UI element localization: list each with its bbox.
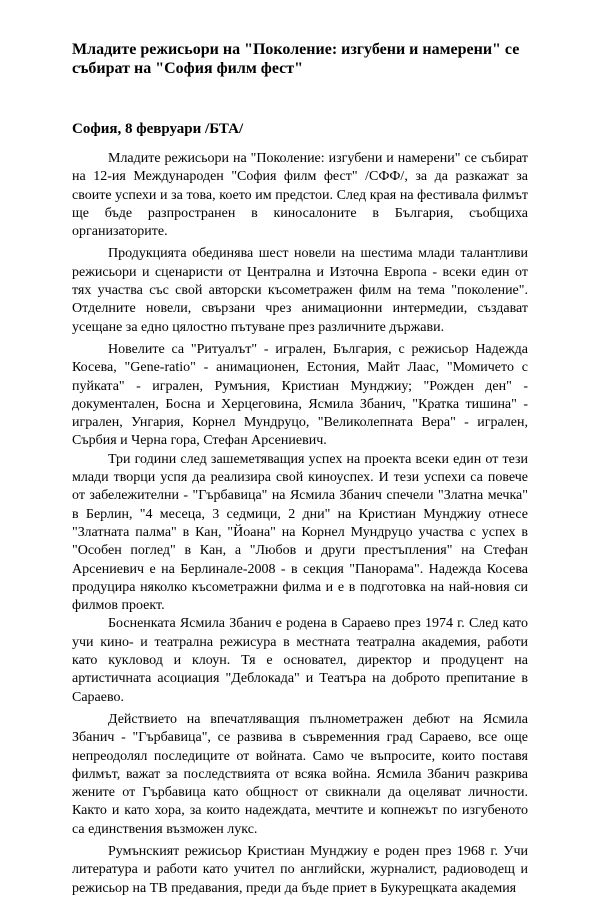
- article: [72, 40, 528, 902]
- paragraph-successes: Три години след зашеметяващия успех на проекта всеки един от тези млади творци успя да реализира свой киноуспех. И тези успехи са повече от забележителни - "Гърбавица" на Ясмила Збанич спечели "Златна мечка" в Берлин, "4 месеца, 3 седмици, 2 дни" на Кристиан Мунджиу отнесе "Златната палма" в Кан, "Йоана" на Корнел Мундруцо участва с успех в "Особен поглед" в Кан, а "Любов и други престъпления" на Стефан Арсениевич е на Берлинале-2008 - в секция "Панорама". Надежда Косева продуцира няколко късометражни филма и е в подготовка на най-новия си филмов проект.: [72, 451, 528, 614]
- article-title: Младите режисьори на "Поколение: изгубени и намерени" се събират на "София филм фест": [72, 41, 520, 77]
- paragraph-grbavica: Действието на впечатляващия пълнометражен дебют на Ясмила Збанич - "Гърбавица", се развива в съвременния град Сараево, все още непреодолял последиците от войната. Само че въпросите, които поставя филмът, важат за последствията от всяка война. Ясмила Збанич разкрива жените от Гърбавица като общност от свикнали да оцеляват личности. Както и като хора, за които надеждата, мечтите и копнежът по изгубеното са единствения възможен лукс.: [72, 711, 528, 837]
- paragraph-intro: Младите режисьори на "Поколение: изгубени и намерени" се събират на 12-ия Международен "София филм фест" /СФФ/, за да разкажат за своите успехи и за това, което им предстои. След края на фестивала филмът ще бъде разпространен в киносалоните в България, съобщиха организаторите.: [72, 151, 528, 240]
- paragraph-mungiu-bio: Румънският режисьор Кристиан Мунджиу е роден през 1968 г. Учи литература и работи като учител по английски, журналист, радиоводещ и режисьор на ТВ предавания, преди да бъде приет в Букурещката академия: [72, 843, 528, 896]
- dateline: София, 8 февруари /БТА/: [72, 121, 244, 137]
- paragraph-production: Продукцията обединява шест новели на шестима млади талантливи режисьори и сценаристи от Централна и Източна Европа - всеки един от тях участва със свой авторски късометражен филм на тема "поколение". Отделните новели, свързани чрез анимационни интермедии, създават усещане за едно цялостно пътуване през различните държави.: [72, 246, 528, 335]
- paragraph-novellas: Новелите са "Ритуалът" - игрален, България, с режисьор Надежда Косева, "Gene-ratio" - анимационен, Естония, Майт Лаас, "Момичето с пуйката" - игрален, Румъния, Кристиан Мунджиу; "Рожден ден" - документален, Босна и Херцеговина, Ясмила Збанич, "Кратка тишина" - игрален, Унгария, Корнел Мундруцо, "Великолепната Вера" - игрален, Сърбия и Черна гора, Стефан Арсениевич.: [72, 341, 528, 449]
- paragraph-zbanic-bio: Босненката Ясмила Збанич е родена в Сараево през 1974 г. След като учи кино- и театрална режисура в местната театрална академия, работи като кукловод и клоун. Тя е основател, директор и продуцент на артистичната асоциация "Деблокада" и Театъра на доброто препитание в Сараево.: [72, 616, 528, 705]
